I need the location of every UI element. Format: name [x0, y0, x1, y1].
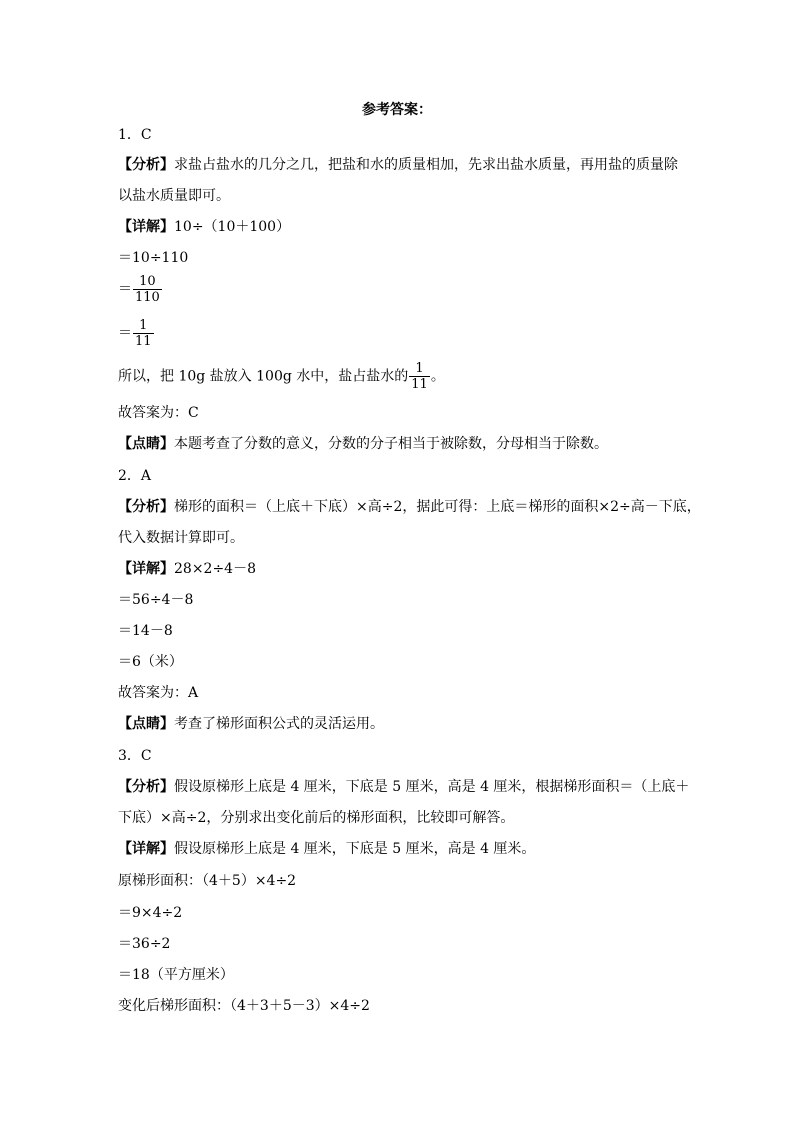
detail-text: 28×2÷4－8	[174, 561, 256, 577]
analysis-tag: 【分析】	[118, 499, 174, 515]
fraction-1-11	[409, 361, 430, 392]
q1-step-3	[118, 318, 155, 349]
denominator: 11	[411, 377, 428, 392]
comment-text: 本题考查了分数的意义，分数的分子相当于被除数，分母相当于除数。	[174, 436, 608, 452]
q2-step-3: ＝6（米）	[118, 654, 183, 670]
q1-analysis	[118, 156, 678, 174]
q2-analysis	[118, 498, 701, 516]
q1-final-answer: 故答案为：C	[118, 405, 199, 421]
equals-sign: ＝	[118, 281, 132, 298]
q3-answer-number: 3．C	[118, 748, 152, 764]
q2-step-1: ＝56÷4－8	[118, 592, 194, 608]
numerator: 10	[139, 274, 156, 289]
q3-analysis	[118, 778, 689, 796]
q3-analysis-cont: 下底）×高÷2，分别求出变化前后的梯形面积，比较即可解答。	[118, 810, 515, 826]
q1-detail	[118, 218, 290, 236]
q1-conclusion	[118, 361, 445, 392]
q2-detail	[118, 560, 256, 578]
comment-tag: 【点睛】	[118, 716, 174, 732]
q2-comment	[118, 715, 384, 733]
detail-text: 10÷（10＋100）	[174, 219, 291, 235]
conclusion-period: 。	[430, 368, 445, 385]
analysis-text: 梯形的面积＝（上底＋下底）×高÷2，据此可得：上底＝梯形的面积×2÷高－下底，	[174, 499, 701, 515]
q2-final-answer: 故答案为：A	[118, 685, 199, 701]
analysis-tag: 【分析】	[118, 157, 174, 173]
q1-comment	[118, 435, 608, 453]
q3-detail	[118, 840, 535, 858]
q1-analysis-cont: 以盐水质量即可。	[118, 188, 230, 204]
detail-tag: 【详解】	[118, 219, 174, 235]
denominator: 110	[135, 290, 160, 305]
analysis-tag: 【分析】	[118, 779, 174, 795]
q2-analysis-cont: 代入数据计算即可。	[118, 530, 244, 546]
analysis-text: 求盐占盐水的几分之几，把盐和水的质量相加，先求出盐水质量，再用盐的质量除	[174, 157, 678, 173]
q1-step-1: ＝10÷110	[118, 250, 189, 266]
q3-step-4: ＝18（平方厘米）	[118, 967, 234, 983]
q3-step-5: 变化后梯形面积：（4＋3＋5－3）×4÷2	[118, 998, 370, 1014]
comment-text: 考查了梯形面积公式的灵活运用。	[174, 716, 384, 732]
q2-answer-number: 2．A	[118, 468, 152, 484]
comment-tag: 【点睛】	[118, 436, 174, 452]
equals-sign: ＝	[118, 325, 132, 342]
q1-step-2	[118, 274, 163, 305]
numerator: 1	[415, 361, 424, 376]
q3-step-1: 原梯形面积：（4＋5）×4÷2	[118, 873, 297, 889]
detail-tag: 【详解】	[118, 841, 174, 857]
analysis-text: 假设原梯形上底是 4 厘米，下底是 5 厘米，高是 4 厘米，根据梯形面积＝（上底＋	[174, 779, 690, 795]
q3-step-3: ＝36÷2	[118, 936, 171, 952]
q1-answer-number: 1．C	[118, 127, 152, 143]
conclusion-text: 所以，把 10g 盐放入 100g 水中，盐占盐水的	[118, 368, 409, 385]
denominator: 11	[135, 334, 152, 349]
q3-step-2: ＝9×4÷2	[118, 905, 183, 921]
numerator: 1	[139, 318, 148, 333]
q2-step-2: ＝14－8	[118, 623, 173, 639]
detail-text: 假设原梯形上底是 4 厘米，下底是 5 厘米，高是 4 厘米。	[174, 841, 536, 857]
fraction-10-110	[133, 274, 162, 305]
fraction-1-11	[133, 318, 154, 349]
detail-tag: 【详解】	[118, 561, 174, 577]
page-title: 参考答案：	[362, 102, 432, 118]
